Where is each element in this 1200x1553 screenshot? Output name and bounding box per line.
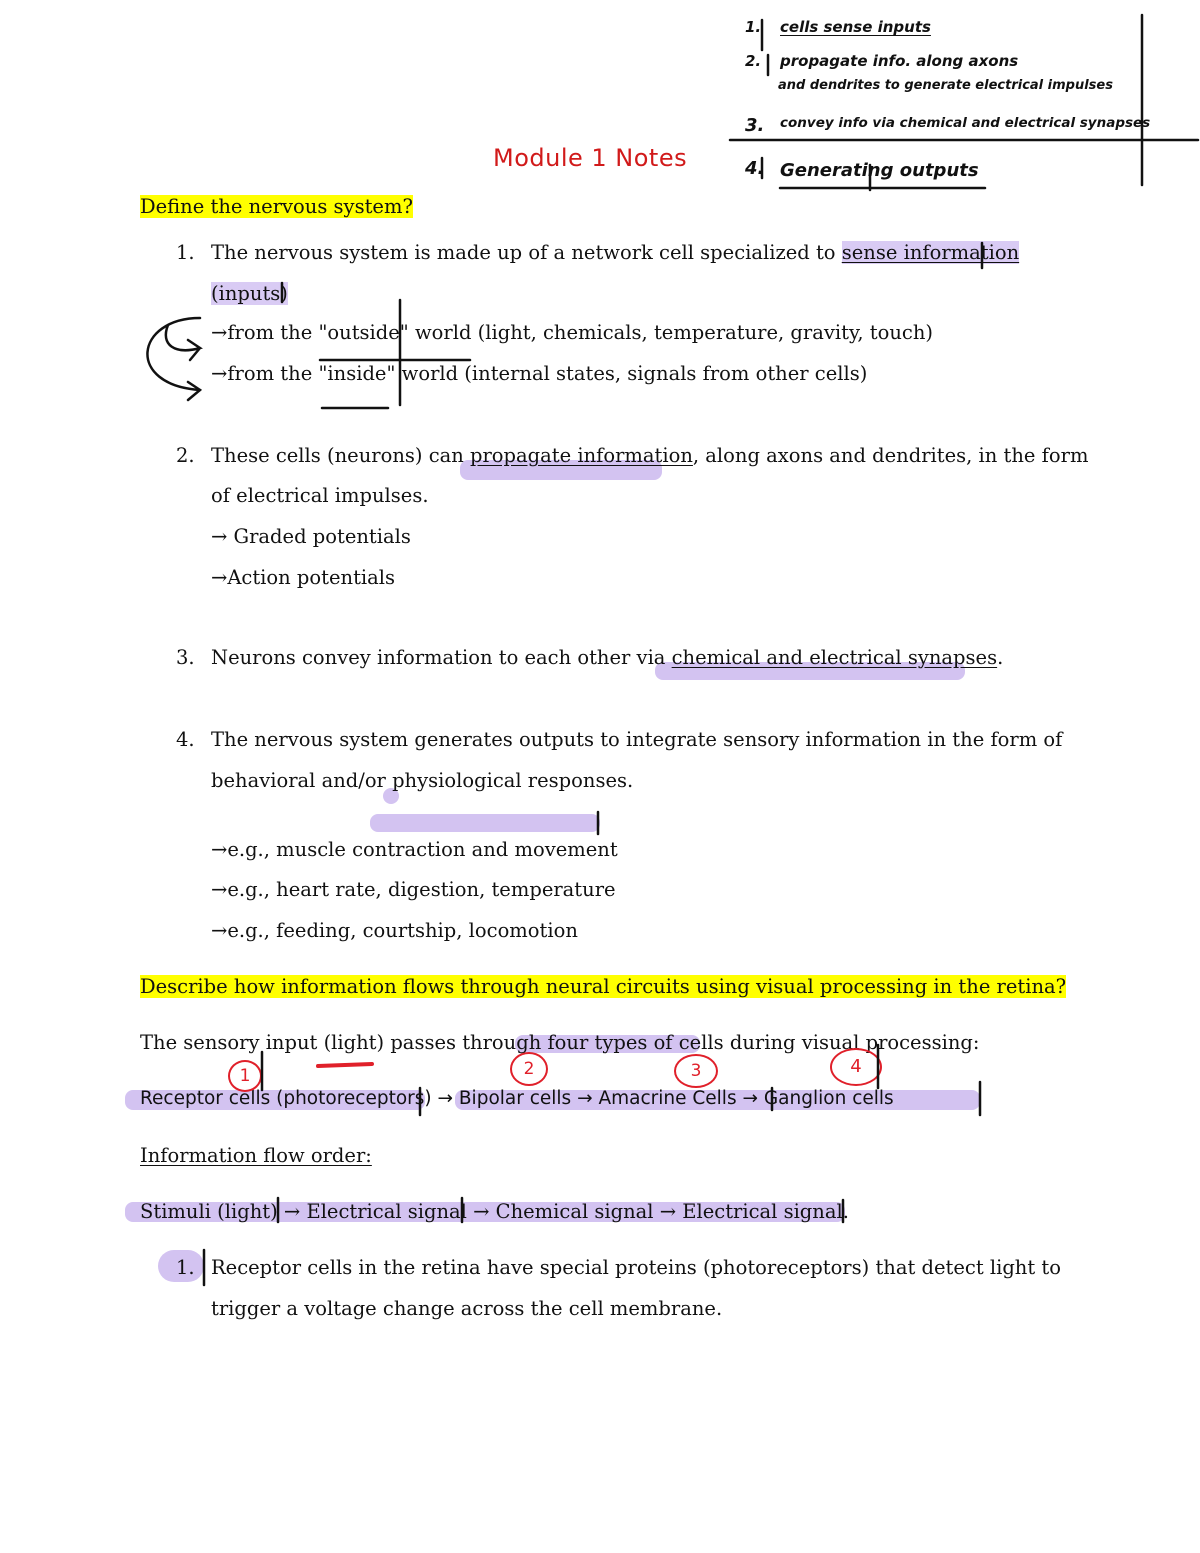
text-run: Neurons convey information to each other via <box>211 646 672 669</box>
text-run: . <box>997 646 1004 669</box>
handwritten-note-number: 2. <box>745 52 762 70</box>
text-run: , along axons and dendrites, in the form <box>692 444 1089 467</box>
handwritten-note-line: propagate info. along axons <box>780 52 1019 70</box>
sub-point: → Graded potentials <box>211 525 411 548</box>
list-number: 1. <box>176 1256 195 1279</box>
sub-point: →from the "outside" world (light, chemicals, temperature, gravity, touch) <box>211 321 933 344</box>
text-run: The nervous system is made up of a network cell specialized to <box>211 241 842 264</box>
sub-point: →e.g., muscle contraction and movement <box>211 838 618 861</box>
flow-label: Information flow order: <box>140 1144 372 1167</box>
flow-chain: Stimuli (light) → Electrical signal → Chemical signal → Electrical signal. <box>140 1200 849 1223</box>
list-number: 1. <box>176 241 195 264</box>
section-heading: Describe how information flows through neural circuits using visual processing in the retina? <box>140 975 1067 998</box>
list-item-line: The nervous system generates outputs to integrate sensory information in the form of <box>211 728 1063 751</box>
handwritten-note-line: and dendrites to generate electrical impulses <box>778 78 1113 93</box>
text-run: during visual processing: <box>723 1031 980 1054</box>
list-item-line: of electrical impulses. <box>211 484 429 507</box>
red-circle-number: 1 <box>228 1060 262 1092</box>
sub-point: →e.g., heart rate, digestion, temperature <box>211 878 616 901</box>
handwritten-note-number: 4. <box>745 158 765 179</box>
handwritten-note-number: 3. <box>745 115 765 136</box>
highlighted-text: propagate information <box>470 444 693 467</box>
list-number: 4. <box>176 728 195 751</box>
red-circle-number: 2 <box>510 1052 548 1086</box>
cell-chain: Receptor cells (photoreceptors) → Bipolar cells → Amacrine Cells → Ganglion cells <box>140 1088 894 1109</box>
list-item-line: Receptor cells in the retina have special proteins (photoreceptors) that detect light to <box>211 1256 1061 1279</box>
handwritten-note-line: Generating outputs <box>780 160 979 181</box>
sub-point: →from the "inside" world (internal states, signals from other cells) <box>211 362 868 385</box>
highlighted-text: chemical and electrical synapses <box>671 646 998 669</box>
ink-stroke <box>188 382 200 400</box>
ink-stroke <box>147 318 200 390</box>
ink-stroke <box>318 1064 372 1066</box>
red-circle-number: 4 <box>830 1048 882 1086</box>
list-number: 3. <box>176 646 195 669</box>
sub-point: →Action potentials <box>211 566 396 589</box>
ink-stroke <box>166 325 200 360</box>
list-item-line: behavioral and/or physiological responses. <box>211 769 634 792</box>
highlighted-text: four types of cells <box>547 1031 724 1054</box>
sub-point: →e.g., feeding, courtship, locomotion <box>211 919 578 942</box>
list-number: 2. <box>176 444 195 467</box>
page-title: Module 1 Notes <box>493 144 688 172</box>
section-heading: Define the nervous system? <box>140 195 413 218</box>
text-run: The sensory input (light) passes through <box>140 1031 548 1054</box>
list-item-line: trigger a voltage change across the cell membrane. <box>211 1297 723 1320</box>
red-circle-number: 3 <box>674 1054 718 1088</box>
handwritten-note-number: 1. <box>745 18 762 36</box>
handwritten-note-line: cells sense inputs <box>780 18 931 36</box>
text-run: These cells (neurons) can <box>211 444 470 467</box>
highlighted-text: sense information <box>841 241 1020 264</box>
handwritten-note-line: convey info via chemical and electrical synapses <box>780 115 1151 131</box>
highlighted-text: (inputs) <box>211 282 288 305</box>
